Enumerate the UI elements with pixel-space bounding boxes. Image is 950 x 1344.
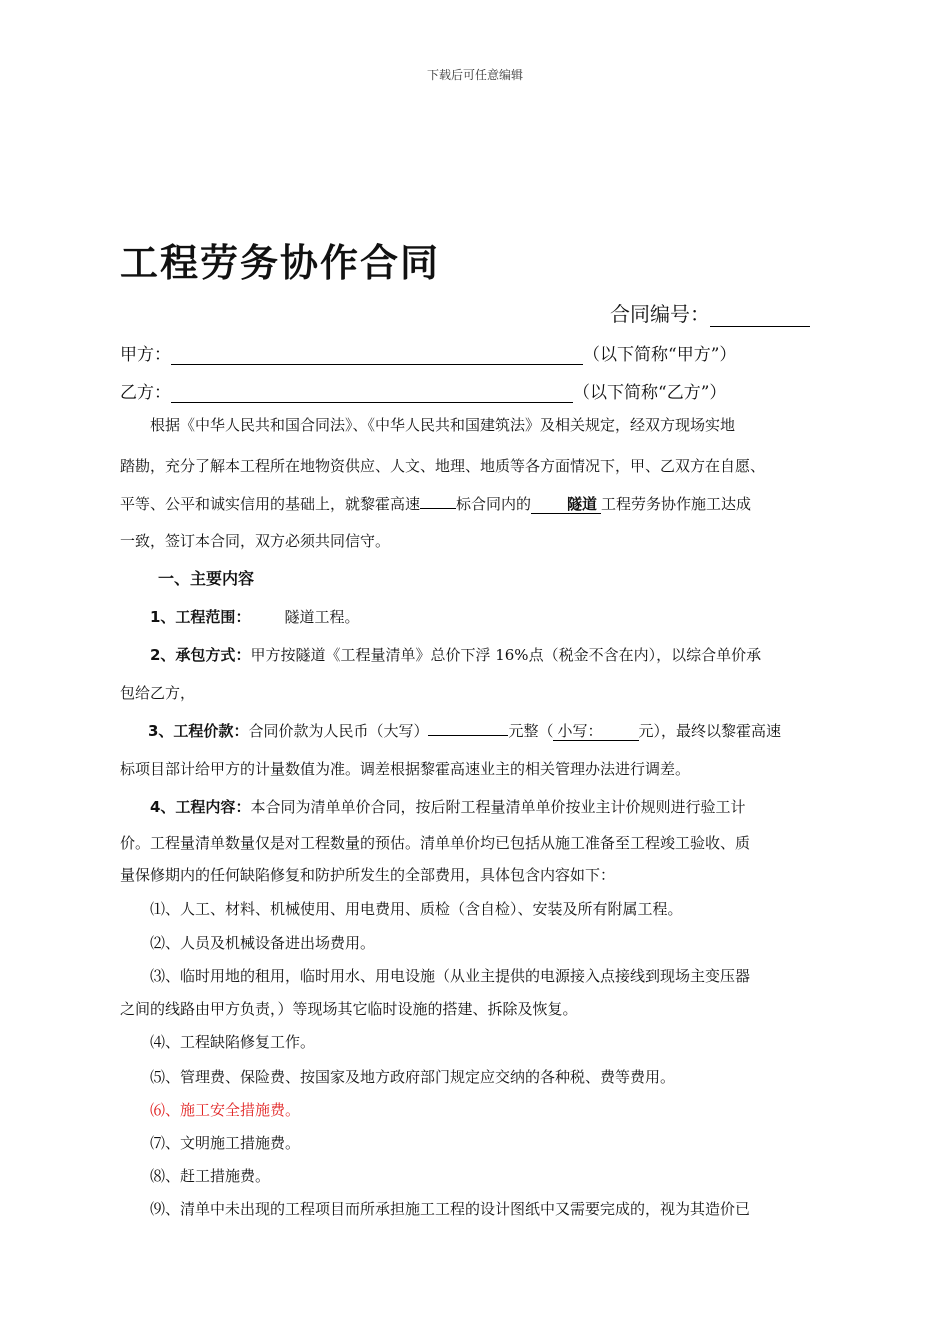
- intro-line-2: 踏勘，充分了解本工程所在地物资供应、人文、地理、地质等各方面情况下，甲、乙双方在自愿、: [120, 457, 766, 475]
- item-2-label: 2、承包方式：: [150, 646, 251, 664]
- intro-text: 工程劳务协作施工达成: [601, 495, 752, 513]
- item-1-label: 1、工程范围：: [150, 608, 251, 626]
- party-a-blank: [171, 346, 583, 365]
- sub-item-7: ⑺、文明施工措施费。: [150, 1134, 301, 1152]
- sub-item-3: ⑶、临时用地的租用，临时用水、用电设施（从业主提供的电源接入点接线到现场主变压器: [150, 967, 751, 985]
- item-1-text: 隧道工程。: [284, 608, 360, 626]
- item-4-cont-2: 量保修期内的任何缺陷修复和防护所发生的全部费用，具体包含内容如下：: [120, 866, 616, 884]
- party-a-suffix: （以下简称“甲方”）: [583, 345, 737, 365]
- contract-number: [610, 298, 810, 327]
- bid-section-blank: [420, 508, 456, 509]
- page-header-note: 下载后可任意编辑: [426, 68, 523, 82]
- sub-item-8: ⑻、赶工措施费。: [150, 1167, 271, 1185]
- item-2-cont: 包给乙方，: [120, 684, 196, 702]
- intro-text: 平等、公平和诚实信用的基础上，就黎霍高速: [120, 495, 421, 513]
- item-4-cont-1: 价。工程量清单数量仅是对工程数量的预估。清单单价均已包括从施工准备至工程竣工验收、质: [120, 834, 751, 852]
- intro-text: 标合同内的: [456, 495, 532, 513]
- tunnel-underlined: 隧道: [531, 495, 601, 514]
- sub-item-9: ⑼、清单中未出现的工程项目而所承担施工工程的设计图纸中又需要完成的，视为其造价已: [150, 1200, 751, 1218]
- item-4-label: 4、工程内容：: [150, 798, 251, 816]
- party-a-label: 甲方：: [120, 345, 171, 365]
- item-4-text: 本合同为清单单价合同，按后附工程量清单单价按业主计价规则进行验工计: [250, 798, 746, 816]
- sub-item-4: ⑷、工程缺陷修复工作。: [150, 1033, 316, 1051]
- item-1: [150, 606, 359, 627]
- party-a-line: [120, 340, 736, 365]
- item-2-text: 甲方按隧道《工程量清单》总价下浮 16%点（税金不含在内），以综合单价承: [250, 646, 762, 664]
- sub-item-6: ⑹、施工安全措施费。: [150, 1101, 301, 1119]
- item-3-text: 元），最终以黎霍高速: [638, 722, 782, 740]
- contract-number-blank: [710, 306, 810, 327]
- item-3-cont: 标项目部计给甲方的计量数值为准。调差根据黎霍高速业主的相关管理办法进行调差。: [120, 760, 691, 778]
- sub-item-2: ⑵、人员及机械设备进出场费用。: [150, 934, 376, 952]
- sub-item-1: ⑴、人工、材料、机械使用、用电费用、质检（含自检）、安装及所有附属工程。: [150, 900, 683, 918]
- amount-figures-blank: 小写：: [553, 722, 638, 741]
- item-3-text: 合同价款为人民币（大写）: [248, 722, 429, 740]
- party-b-label: 乙方：: [120, 383, 171, 403]
- party-b-blank: [171, 384, 573, 403]
- section-heading: 一、主要内容: [158, 569, 255, 588]
- sub-item-3-cont: 之间的线路由甲方负责，）等现场其它临时设施的搭建、拆除及恢复。: [120, 1000, 578, 1018]
- item-3-text: 元整（: [508, 722, 554, 740]
- item-3: [148, 720, 781, 741]
- item-4: [150, 796, 745, 817]
- party-b-line: [120, 378, 726, 403]
- intro-line-1: 根据《中华人民共和国合同法》、《中华人民共和国建筑法》及相关规定，经双方现场实地: [150, 416, 736, 434]
- item-2: [150, 644, 761, 665]
- item-3-label: 3、工程价款：: [148, 722, 249, 740]
- party-b-suffix: （以下简称“乙方”）: [573, 383, 727, 403]
- intro-line-4: 一致，签订本合同，双方必须共同信守。: [120, 532, 391, 550]
- intro-line-3: [120, 493, 751, 514]
- contract-number-label: 合同编号：: [610, 302, 710, 326]
- amount-words-blank: [428, 735, 508, 736]
- sub-item-5: ⑸、管理费、保险费、按国家及地方政府部门规定应交纳的各种税、费等费用。: [150, 1068, 676, 1086]
- page-title: 工程劳务协作合同: [120, 241, 441, 285]
